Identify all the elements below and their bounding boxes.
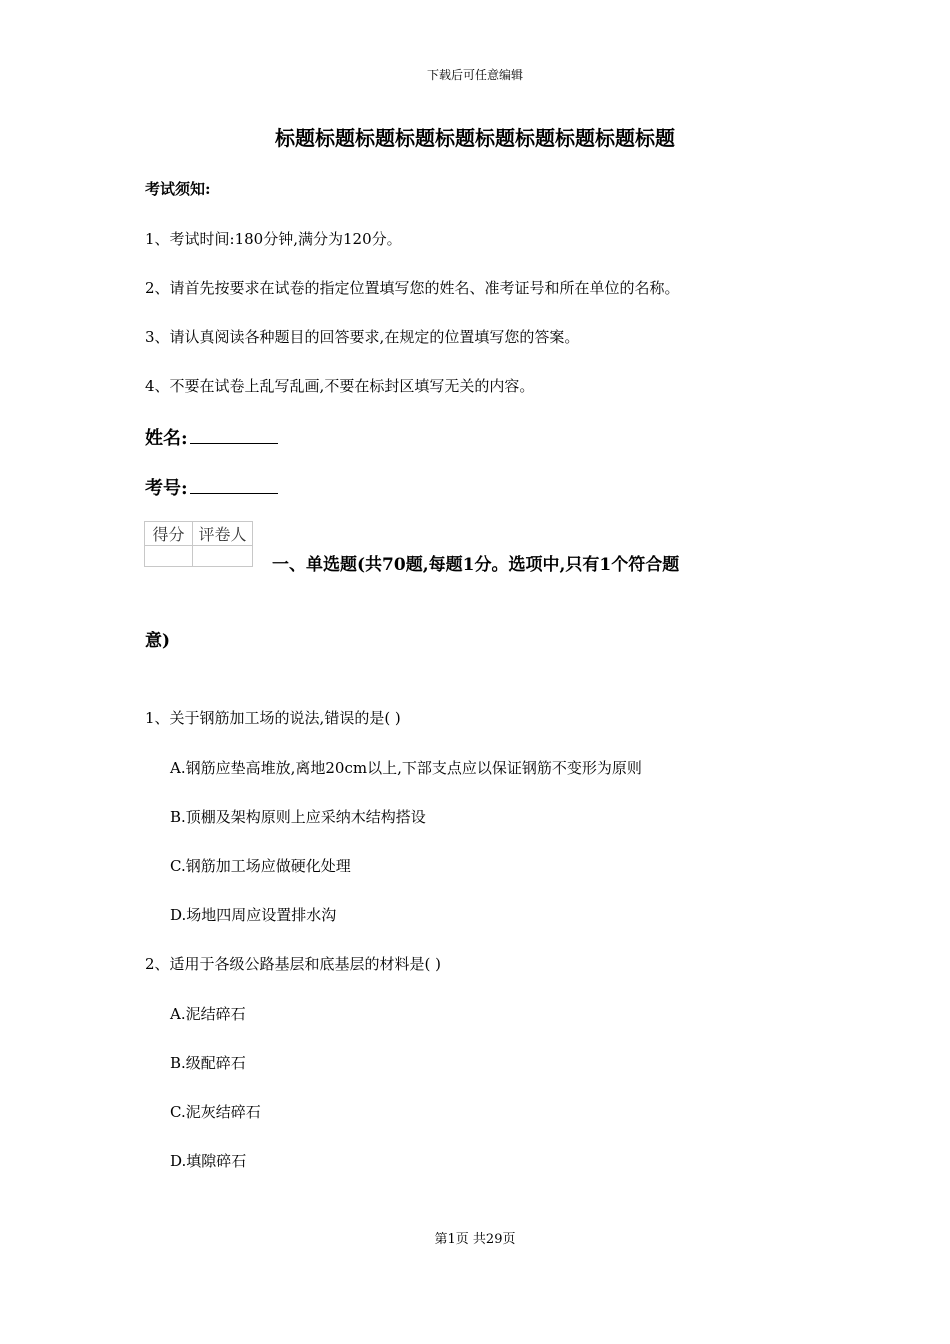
id-blank-line[interactable]	[190, 475, 278, 494]
notice-item: 3、请认真阅读各种题目的回答要求,在规定的位置填写您的答案。	[145, 328, 580, 346]
notice-item: 1、考试时间:180分钟,满分为120分。	[145, 230, 402, 248]
question-option: D.填隙碎石	[170, 1152, 247, 1170]
question-stem: 1、关于钢筋加工场的说法,错误的是( )	[145, 709, 401, 727]
id-field	[145, 474, 278, 500]
score-table-blank-row	[145, 546, 253, 567]
question-stem: 2、适用于各级公路基层和底基层的材料是( )	[145, 955, 442, 973]
question-option: B.级配碎石	[170, 1054, 246, 1072]
header-note: 下载后可任意编辑	[426, 68, 523, 82]
question-option: C.泥灰结碎石	[170, 1103, 261, 1121]
page-footer: 第1页 共29页	[434, 1232, 516, 1247]
section-heading-continued: 意)	[145, 631, 171, 651]
question-option: C.钢筋加工场应做硬化处理	[170, 857, 351, 875]
score-table	[144, 521, 253, 567]
question-option: A.泥结碎石	[170, 1005, 246, 1023]
name-field	[145, 424, 278, 450]
grader-header: 评卷人	[193, 522, 253, 546]
id-label: 考号:	[145, 478, 188, 499]
question-option: D.场地四周应设置排水沟	[170, 906, 337, 924]
notice-item: 2、请首先按要求在试卷的指定位置填写您的姓名、准考证号和所在单位的名称。	[145, 279, 680, 297]
question-option: A.钢筋应垫高堆放,离地20cm以上,下部支点应以保证钢筋不变形为原则	[170, 759, 642, 777]
notice-heading: 考试须知:	[145, 180, 211, 198]
notice-item: 4、不要在试卷上乱写乱画,不要在标封区填写无关的内容。	[145, 377, 535, 395]
grader-cell[interactable]	[193, 546, 253, 567]
document-title: 标题标题标题标题标题标题标题标题标题标题	[275, 126, 675, 150]
score-cell[interactable]	[145, 546, 193, 567]
section-heading: 一、单选题(共70题,每题1分。选项中,只有1个符合题	[272, 555, 680, 575]
score-table-header-row	[145, 522, 253, 546]
name-label: 姓名:	[145, 428, 188, 449]
name-blank-line[interactable]	[190, 425, 278, 444]
question-option: B.顶棚及架构原则上应采纳木结构搭设	[170, 808, 426, 826]
score-header: 得分	[145, 522, 193, 546]
